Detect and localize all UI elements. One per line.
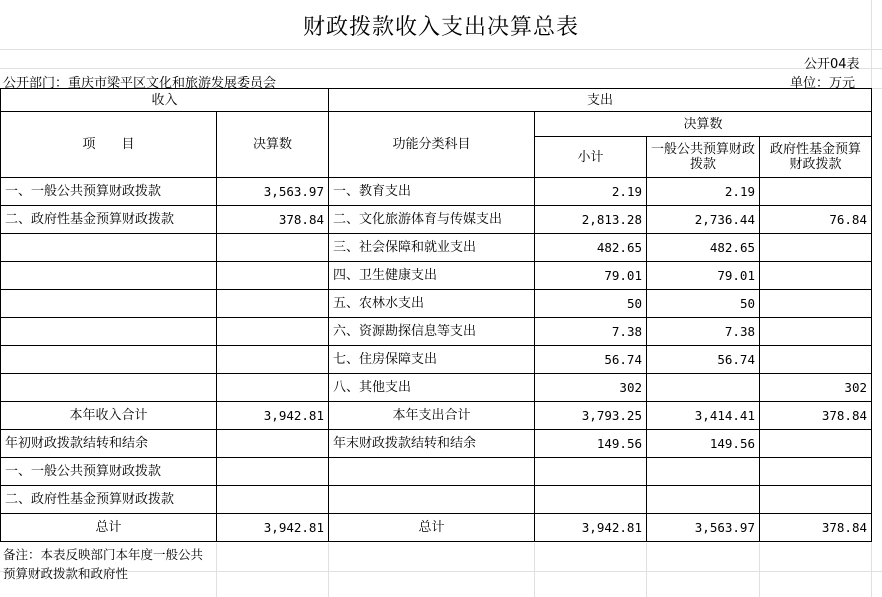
table-row [1, 234, 872, 262]
expense-header: 支出 [329, 89, 872, 112]
income-item-cell [1, 318, 217, 346]
subtotal-cell: 3,793.25 [535, 402, 647, 430]
income-amount-cell [217, 458, 329, 486]
final-amount-header: 决算数 [217, 112, 329, 178]
expense-item-cell: 一、教育支出 [329, 178, 535, 206]
table-row [1, 402, 872, 430]
expense-item-cell: 五、农林水支出 [329, 290, 535, 318]
income-item-cell [1, 262, 217, 290]
table-row [1, 514, 872, 542]
expense-item-cell: 八、其他支出 [329, 374, 535, 402]
subtotal-cell: 302 [535, 374, 647, 402]
general-budget-cell [647, 486, 760, 514]
income-item-cell [1, 346, 217, 374]
page-title: 财政拨款收入支出决算总表 [302, 15, 579, 40]
expense-item-cell: 六、资源勘探信息等支出 [329, 318, 535, 346]
expense-item-cell: 二、文化旅游体育与传媒支出 [329, 206, 535, 234]
table-row [1, 206, 872, 234]
general-budget-cell: 2.19 [647, 178, 760, 206]
expense-item-cell: 年末财政拨款结转和结余 [329, 430, 535, 458]
subtotal-cell: 7.38 [535, 318, 647, 346]
income-item-cell [1, 290, 217, 318]
table-row [1, 346, 872, 374]
subtotal-cell: 3,942.81 [535, 514, 647, 542]
expense-item-cell: 三、社会保障和就业支出 [329, 234, 535, 262]
subtotal-header: 小计 [535, 137, 647, 178]
department-label: 公开部门：重庆市梁平区文化和旅游发展委员会 [3, 76, 277, 91]
expense-item-cell [329, 458, 535, 486]
general-budget-cell: 149.56 [647, 430, 760, 458]
income-item-cell: 年初财政拨款结转和结余 [1, 430, 217, 458]
subtotal-cell [535, 458, 647, 486]
income-amount-cell [217, 346, 329, 374]
income-amount-cell [217, 262, 329, 290]
general-budget-header: 一般公共预算财政拨款 [647, 137, 760, 178]
table-row [1, 430, 872, 458]
income-amount-cell: 3,942.81 [217, 402, 329, 430]
subtotal-cell: 79.01 [535, 262, 647, 290]
income-amount-cell [217, 318, 329, 346]
table-row [1, 290, 872, 318]
subtotal-cell: 2,813.28 [535, 206, 647, 234]
general-budget-cell: 50 [647, 290, 760, 318]
subtotal-cell: 50 [535, 290, 647, 318]
income-item-cell: 一、一般公共预算财政拨款 [1, 178, 217, 206]
form-number: 公开04表 [804, 57, 860, 72]
income-amount-cell: 3,563.97 [217, 178, 329, 206]
income-header: 收入 [1, 89, 329, 112]
subtotal-cell: 56.74 [535, 346, 647, 374]
fund-budget-cell [760, 346, 872, 374]
subtotal-cell [535, 486, 647, 514]
income-item-cell: 总计 [1, 514, 217, 542]
income-amount-cell [217, 486, 329, 514]
table-row [1, 374, 872, 402]
table-row [1, 458, 872, 486]
general-budget-cell: 2,736.44 [647, 206, 760, 234]
fund-budget-cell: 302 [760, 374, 872, 402]
expense-item-cell: 七、住房保障支出 [329, 346, 535, 374]
fund-budget-cell [760, 318, 872, 346]
income-amount-cell: 378.84 [217, 206, 329, 234]
income-amount-cell [217, 374, 329, 402]
income-amount-cell [217, 430, 329, 458]
income-item-cell: 二、政府性基金预算财政拨款 [1, 206, 217, 234]
income-amount-cell [217, 234, 329, 262]
fund-budget-cell [760, 290, 872, 318]
fund-budget-cell [760, 178, 872, 206]
fund-budget-cell: 378.84 [760, 514, 872, 542]
fund-budget-header: 政府性基金预算财政拨款 [760, 137, 872, 178]
table-row [1, 318, 872, 346]
fund-budget-cell: 76.84 [760, 206, 872, 234]
finance-table [0, 88, 872, 542]
general-budget-cell: 56.74 [647, 346, 760, 374]
table-row [1, 486, 872, 514]
subtotal-cell: 482.65 [535, 234, 647, 262]
income-item-cell [1, 234, 217, 262]
income-amount-cell [217, 290, 329, 318]
general-budget-cell: 3,563.97 [647, 514, 760, 542]
income-item-cell [1, 374, 217, 402]
general-budget-cell: 482.65 [647, 234, 760, 262]
table-row [1, 178, 872, 206]
income-amount-cell: 3,942.81 [217, 514, 329, 542]
subtotal-cell: 149.56 [535, 430, 647, 458]
table-row [1, 262, 872, 290]
expense-item-cell: 总计 [329, 514, 535, 542]
unit-label: 单位：万元 [790, 76, 856, 91]
expense-item-cell: 本年支出合计 [329, 402, 535, 430]
fund-budget-cell [760, 234, 872, 262]
fund-budget-cell [760, 430, 872, 458]
general-budget-cell: 3,414.41 [647, 402, 760, 430]
item-header: 项 目 [1, 112, 217, 178]
fund-budget-cell [760, 262, 872, 290]
income-item-cell: 二、政府性基金预算财政拨款 [1, 486, 217, 514]
general-budget-cell: 7.38 [647, 318, 760, 346]
func-category-header: 功能分类科目 [329, 112, 535, 178]
final-amount-group-header: 决算数 [535, 112, 872, 137]
table-note: 备注：本表反映部门本年度一般公共预算财政拨款和政府性 [3, 547, 204, 581]
general-budget-cell [647, 458, 760, 486]
income-item-cell: 本年收入合计 [1, 402, 217, 430]
general-budget-cell [647, 374, 760, 402]
expense-item-cell [329, 486, 535, 514]
fund-budget-cell [760, 486, 872, 514]
expense-item-cell: 四、卫生健康支出 [329, 262, 535, 290]
income-item-cell: 一、一般公共预算财政拨款 [1, 458, 217, 486]
general-budget-cell: 79.01 [647, 262, 760, 290]
fund-budget-cell: 378.84 [760, 402, 872, 430]
fund-budget-cell [760, 458, 872, 486]
subtotal-cell: 2.19 [535, 178, 647, 206]
